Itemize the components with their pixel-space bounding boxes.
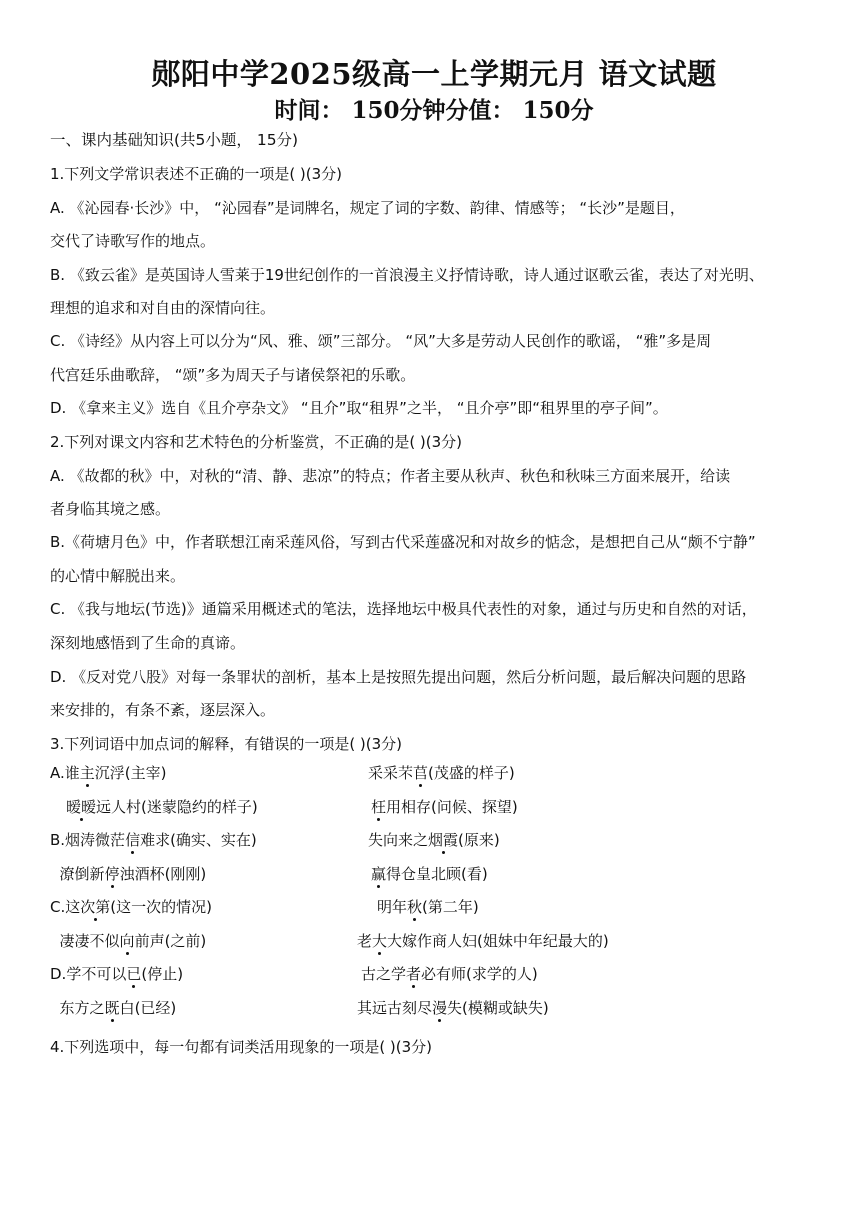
dotted-word: 秋 <box>407 898 423 916</box>
dotted-word: 信 <box>125 831 141 849</box>
section-heading: 一、课内基础知识(共5小题， 15分) <box>50 131 299 149</box>
dotted-word: 停 <box>104 865 120 883</box>
question-1-option-b-cont: 理想的追求和对自由的深情向往。 <box>50 299 276 317</box>
q3-row-left: 凄凄不似向前声(之前) <box>50 932 207 950</box>
q3-row-left: 暧暧远人村(迷蒙隐约的样子) <box>66 798 258 816</box>
question-1-option-d: D. 《拿来主义》选自《且介亭杂文》 “且介”取“租界”之半， “且介亭”即“租界里的亭子间”。 <box>50 399 668 417</box>
dotted-word: 者 <box>406 965 422 983</box>
question-4-stem: 4.下列选项中，每一句都有词类活用现象的一项是( )(3分) <box>50 1038 433 1056</box>
q3-row-right: 老大大嫁作商人妇(姐妹中年纪最大的) <box>357 932 609 950</box>
question-1-option-a-cont: 交代了诗歌写作的地点。 <box>50 232 216 250</box>
q3-row-left: 东方之既白(已经) <box>50 999 177 1017</box>
dotted-word: 向 <box>119 932 135 950</box>
question-1-option-c: C. 《诗经》从内容上可以分为“风、雅、颂”三部分。 “风”大多是劳动人民创作的歌谣， “雅”多是周 <box>50 332 712 350</box>
q3-row-left: C.这次第(这一次的情况) <box>50 898 212 916</box>
q3-row-left: B.烟涛微茫信难求(确实、实在) <box>50 831 257 849</box>
q3-row-right: 枉用相存(问候、探望) <box>371 798 518 816</box>
q3-row-right: 赢得仓皇北顾(看) <box>371 865 488 883</box>
question-1-option-a: A. 《沁园春·长沙》中， “沁园春”是词牌名，规定了词的字数、韵律、情感等； “长沙”是题目， <box>50 199 685 217</box>
q3-row-right: 失向来之烟霞(原来) <box>368 831 500 849</box>
q3-row-left: 潦倒新停浊酒杯(刚刚) <box>50 865 207 883</box>
question-1-option-c-cont: 代宫廷乐曲歌辞， “颂”多为周天子与诸侯祭祀的乐歌。 <box>50 366 416 384</box>
question-2-option-a: A. 《故都的秋》中，对秋的“清、静、悲凉”的特点；作者主要从秋声、秋色和秋味三方面来展开，给读 <box>50 467 731 485</box>
exam-time-score: 时间： 150分钟分值： 150分 <box>274 97 594 124</box>
q3-row-right: 采采芣苢(茂盛的样子) <box>368 764 515 782</box>
q3-row-right: 古之学者必有师(求学的人) <box>361 965 538 983</box>
question-2-option-d: D. 《反对党八股》对每一条罪状的剖析，基本上是按照先提出问题，然后分析问题，最后解决问题的思路 <box>50 668 747 686</box>
dotted-word: 赢 <box>371 865 387 883</box>
dotted-word: 主 <box>79 764 95 782</box>
q3-row-right: 明年秋(第二年) <box>377 898 479 916</box>
question-2-option-c: C. 《我与地坛(节选)》通篇采用概述式的笔法，选择地坛中极具代表性的对象，通过与历史和自然的对话， <box>50 600 757 618</box>
dotted-word: 次第 <box>80 898 111 916</box>
dotted-word: 枉 <box>371 798 387 816</box>
question-3-stem: 3.下列词语中加点词的解释，有错误的一项是( )(3分) <box>50 735 403 753</box>
dotted-word: 已 <box>126 965 142 983</box>
dotted-word: 既 <box>104 999 120 1017</box>
q3-row-left: D.学不可以已(停止) <box>50 965 184 983</box>
dotted-word: 漫 <box>432 999 448 1017</box>
q3-row-left: A.谁主沉浮(主宰) <box>50 764 167 782</box>
question-1-stem: 1.下列文学常识表述不正确的一项是( )(3分) <box>50 165 343 183</box>
question-2-option-b: B.《荷塘月色》中，作者联想江南采莲风俗，写到古代采莲盛况和对故乡的惦念，是想把自己从“颇不宁静” <box>50 533 756 551</box>
question-1-option-b: B. 《致云雀》是英国诗人雪莱于19世纪创作的一首浪漫主义抒情诗歌，诗人通过讴歌云雀，表达了对光明、 <box>50 266 764 284</box>
dotted-word: 大 <box>372 932 388 950</box>
page-title: 郧阳中学2025级高一上学期元月 语文试题 <box>151 57 717 91</box>
question-2-option-b-cont: 的心情中解脱出来。 <box>50 567 186 585</box>
q3-row-right: 其远古刻尽漫失(模糊或缺失) <box>357 999 549 1017</box>
question-2-option-d-cont: 来安排的，有条不紊，逐层深入。 <box>50 701 276 719</box>
question-2-option-a-cont: 者身临其境之感。 <box>50 500 171 518</box>
dotted-word: 暧暧 <box>66 798 97 816</box>
question-2-option-c-cont: 深刻地感悟到了生命的真谛。 <box>50 634 246 652</box>
dotted-word: 苢 <box>413 764 429 782</box>
dotted-word: 烟霞 <box>428 831 459 849</box>
question-2-stem: 2.下列对课文内容和艺术特色的分析鉴赏，不正确的是( )(3分) <box>50 433 463 451</box>
